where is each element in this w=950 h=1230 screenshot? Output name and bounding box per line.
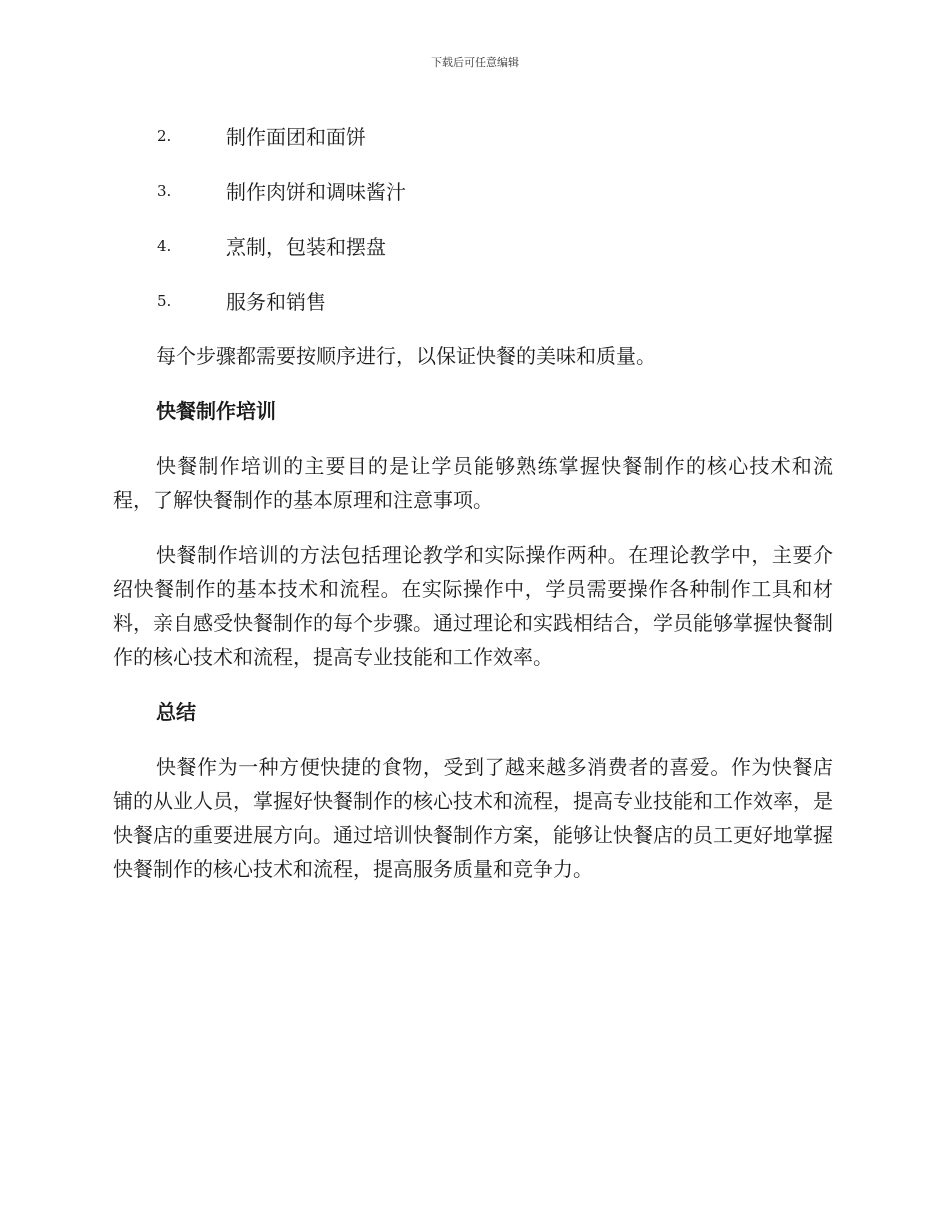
list-item — [113, 218, 833, 273]
list-item-number: 5. — [157, 291, 172, 310]
training-paragraph-1: 快餐制作培训的主要目的是让学员能够熟练掌握快餐制作的核心技术和流程，了解快餐制作的基本原理和注意事项。 — [113, 454, 833, 512]
training-heading: 快餐制作培训 — [156, 399, 276, 423]
training-paragraph-2: 快餐制作培训的方法包括理论教学和实际操作两种。在理论教学中，主要介绍快餐制作的基本技术和流程。在实际操作中，学员需要操作各种制作工具和材料，亲自感受快餐制作的每个步骤。通过理论和实践相结合，学员能够掌握快餐制作的核心技术和流程，提高专业技能和工作效率。 — [113, 543, 833, 669]
list-item — [113, 163, 833, 218]
list-item-number: 4. — [157, 236, 172, 255]
list-item-text: 制作面团和面饼 — [226, 125, 366, 149]
list-item-text: 制作肉饼和调味酱汁 — [226, 180, 406, 204]
list-item-number: 3. — [157, 181, 172, 200]
list-item-text: 烹制，包装和摆盘 — [226, 235, 386, 259]
summary-heading: 总结 — [156, 700, 196, 724]
list-item — [113, 108, 833, 163]
steps-note-paragraph: 每个步骤都需要按顺序进行，以保证快餐的美味和质量。 — [156, 344, 656, 368]
document-content — [113, 108, 833, 886]
header-note: 下载后可任意编辑 — [431, 56, 519, 69]
list-item — [113, 273, 833, 328]
list-item-text: 服务和销售 — [226, 290, 326, 314]
summary-paragraph: 快餐作为一种方便快捷的食物，受到了越来越多消费者的喜爱。作为快餐店铺的从业人员，掌握好快餐制作的核心技术和流程，提高专业技能和工作效率，是快餐店的重要进展方向。通过培训快餐制作方案，能够让快餐店的员工更好地掌握快餐制作的核心技术和流程，提高服务质量和竞争力。 — [113, 755, 833, 881]
list-item-number: 2. — [157, 126, 172, 145]
steps-list — [113, 108, 833, 328]
